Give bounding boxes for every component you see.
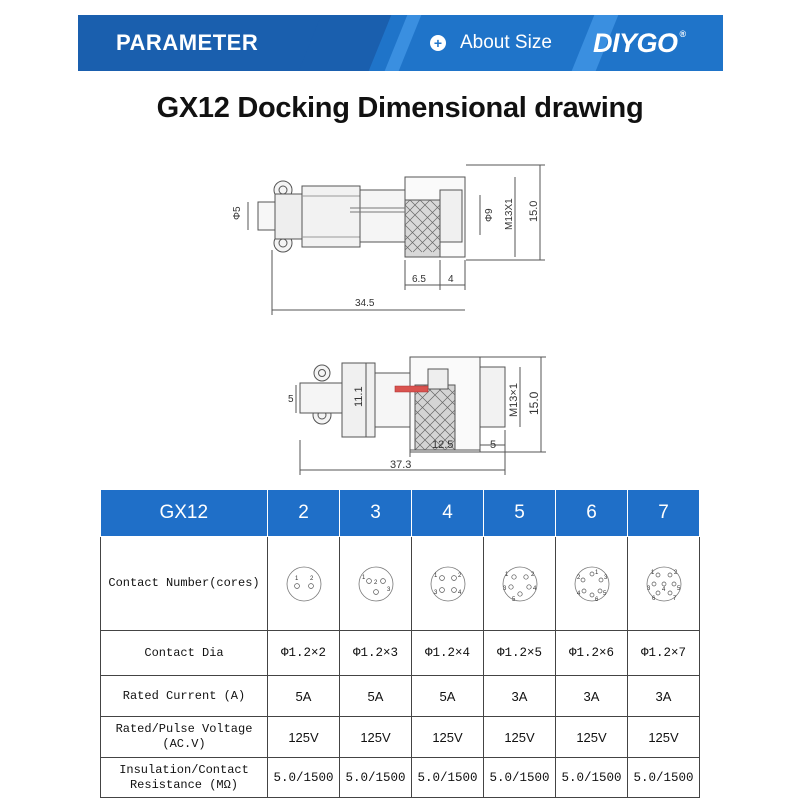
table-row — [101, 758, 700, 798]
dim-15: 15.0 — [528, 200, 540, 222]
row-label — [101, 717, 268, 758]
pin-number: 5 — [511, 596, 515, 603]
row-label-line: Resistance (MΩ) — [129, 777, 239, 792]
pin-number: 2 — [576, 574, 580, 581]
dim-5b: 5 — [490, 439, 497, 451]
table-cell: 125V — [484, 717, 556, 758]
dim-345: 34.5 — [355, 298, 375, 309]
table-cell: 5.0/1500 — [340, 758, 412, 798]
bottom-dimensional-drawing — [0, 345, 800, 485]
about-size-label: About Size — [460, 32, 552, 53]
table-cell: Φ1.2×7 — [628, 631, 700, 676]
dim-373: 37.3 — [390, 459, 412, 471]
dim-5: 5 — [288, 394, 294, 405]
pin-number: 3 — [603, 574, 607, 581]
table-cell: 125V — [340, 717, 412, 758]
table-cell: 3A — [484, 676, 556, 717]
table-cell: 125V — [412, 717, 484, 758]
pin-number: 5 — [676, 585, 680, 592]
pin-number: 6 — [594, 596, 598, 603]
pin-layout-cell — [556, 537, 628, 631]
pin-number: 3 — [386, 586, 390, 593]
table-cell: 3A — [628, 676, 700, 717]
spec-table — [100, 489, 700, 798]
pin-number: 2 — [373, 579, 377, 586]
dim-111: 11.1 — [353, 386, 365, 407]
pin-layout-3-icon — [356, 564, 396, 604]
pin-number: 4 — [576, 590, 580, 597]
table-cell: 5.0/1500 — [628, 758, 700, 798]
logo-text: DIYGO — [593, 28, 678, 58]
top-dimensional-drawing — [0, 150, 800, 320]
pin-layout-4-icon — [428, 564, 468, 604]
pin-number: 1 — [504, 571, 508, 578]
parameter-label: PARAMETER — [116, 30, 259, 55]
pin-number: 4 — [457, 589, 461, 596]
pin-layout-cell — [340, 537, 412, 631]
table-row — [101, 631, 700, 676]
header-banner — [78, 15, 723, 71]
header-cell: 3 — [340, 490, 412, 537]
table-cell: Φ1.2×3 — [340, 631, 412, 676]
table-cell: 5.0/1500 — [556, 758, 628, 798]
dim-4: 4 — [448, 274, 454, 285]
dim-d5: Φ5 — [232, 206, 243, 220]
row-label-line: (AC.V) — [162, 737, 206, 751]
dim-65: 6.5 — [412, 274, 426, 285]
table-header-row — [101, 490, 700, 537]
table-cell: 5.0/1500 — [484, 758, 556, 798]
pin-number: 3 — [646, 585, 650, 592]
table-row — [101, 537, 700, 631]
row-label: Contact Number(cores) — [101, 537, 268, 631]
table-cell: 5.0/1500 — [412, 758, 484, 798]
header-cell: 7 — [628, 490, 700, 537]
pin-layout-2-icon — [284, 564, 324, 604]
row-label — [101, 758, 268, 798]
pin-layout-cell — [628, 537, 700, 631]
table-cell: 3A — [556, 676, 628, 717]
plus-circle-icon: + — [430, 35, 446, 51]
row-label-line: Insulation/Contact — [119, 762, 249, 777]
table-cell: 125V — [268, 717, 340, 758]
pin-number: 1 — [433, 572, 437, 579]
pin-number: 1 — [361, 574, 365, 581]
banner-stripe — [385, 15, 422, 71]
pin-number: 3 — [502, 585, 506, 592]
table-cell: Φ1.2×5 — [484, 631, 556, 676]
table-cell: 5A — [268, 676, 340, 717]
dim-m13: M13X1 — [504, 198, 515, 230]
pin-layout-cell — [484, 537, 556, 631]
row-label: Contact Dia — [101, 631, 268, 676]
header-cell: GX12 — [101, 490, 268, 537]
pin-number: 5 — [602, 590, 606, 597]
pin-layout-5-icon — [500, 564, 540, 604]
table-cell: 5.0/1500 — [268, 758, 340, 798]
table-cell: 5A — [340, 676, 412, 717]
pin-number: 1 — [650, 569, 654, 576]
pin-number: 2 — [673, 569, 677, 576]
brand-logo — [593, 15, 686, 71]
pin-number: 2 — [457, 572, 461, 579]
table-cell: Φ1.2×2 — [268, 631, 340, 676]
pin-number: 2 — [530, 571, 534, 578]
pin-number: 2 — [309, 575, 313, 582]
page-title: GX12 Docking Dimensional drawing — [156, 92, 644, 124]
pin-layout-cell — [268, 537, 340, 631]
table-cell: 125V — [556, 717, 628, 758]
header-cell: 6 — [556, 490, 628, 537]
pin-number: 4 — [532, 585, 536, 592]
pin-number: 6 — [651, 595, 655, 602]
table-cell: 5A — [412, 676, 484, 717]
header-cell: 2 — [268, 490, 340, 537]
table-row — [101, 717, 700, 758]
pin-layout-cell — [412, 537, 484, 631]
dim-15: 15.0 — [527, 391, 541, 415]
pin-number: 3 — [433, 589, 437, 596]
row-label-line: Rated/Pulse Voltage — [115, 722, 253, 736]
pin-layout-7-icon — [644, 564, 684, 604]
pin-number: 7 — [672, 595, 676, 602]
header-cell: 5 — [484, 490, 556, 537]
table-cell: 125V — [628, 717, 700, 758]
header-cell: 4 — [412, 490, 484, 537]
pin-number: 1 — [594, 569, 598, 576]
table-row — [101, 676, 700, 717]
registered-mark: ® — [679, 29, 686, 39]
about-size-link[interactable] — [430, 15, 552, 71]
pin-lead — [395, 386, 428, 392]
table-cell: Φ1.2×6 — [556, 631, 628, 676]
pin-number: 1 — [294, 575, 298, 582]
table-cell: Φ1.2×4 — [412, 631, 484, 676]
pin-number: 4 — [661, 586, 665, 593]
pin-layout-6-icon — [572, 564, 612, 604]
dim-m13: M13×1 — [508, 383, 520, 417]
dim-d9: Φ9 — [484, 208, 495, 222]
dim-125: 12.5 — [432, 439, 454, 451]
row-label: Rated Current (A) — [101, 676, 268, 717]
